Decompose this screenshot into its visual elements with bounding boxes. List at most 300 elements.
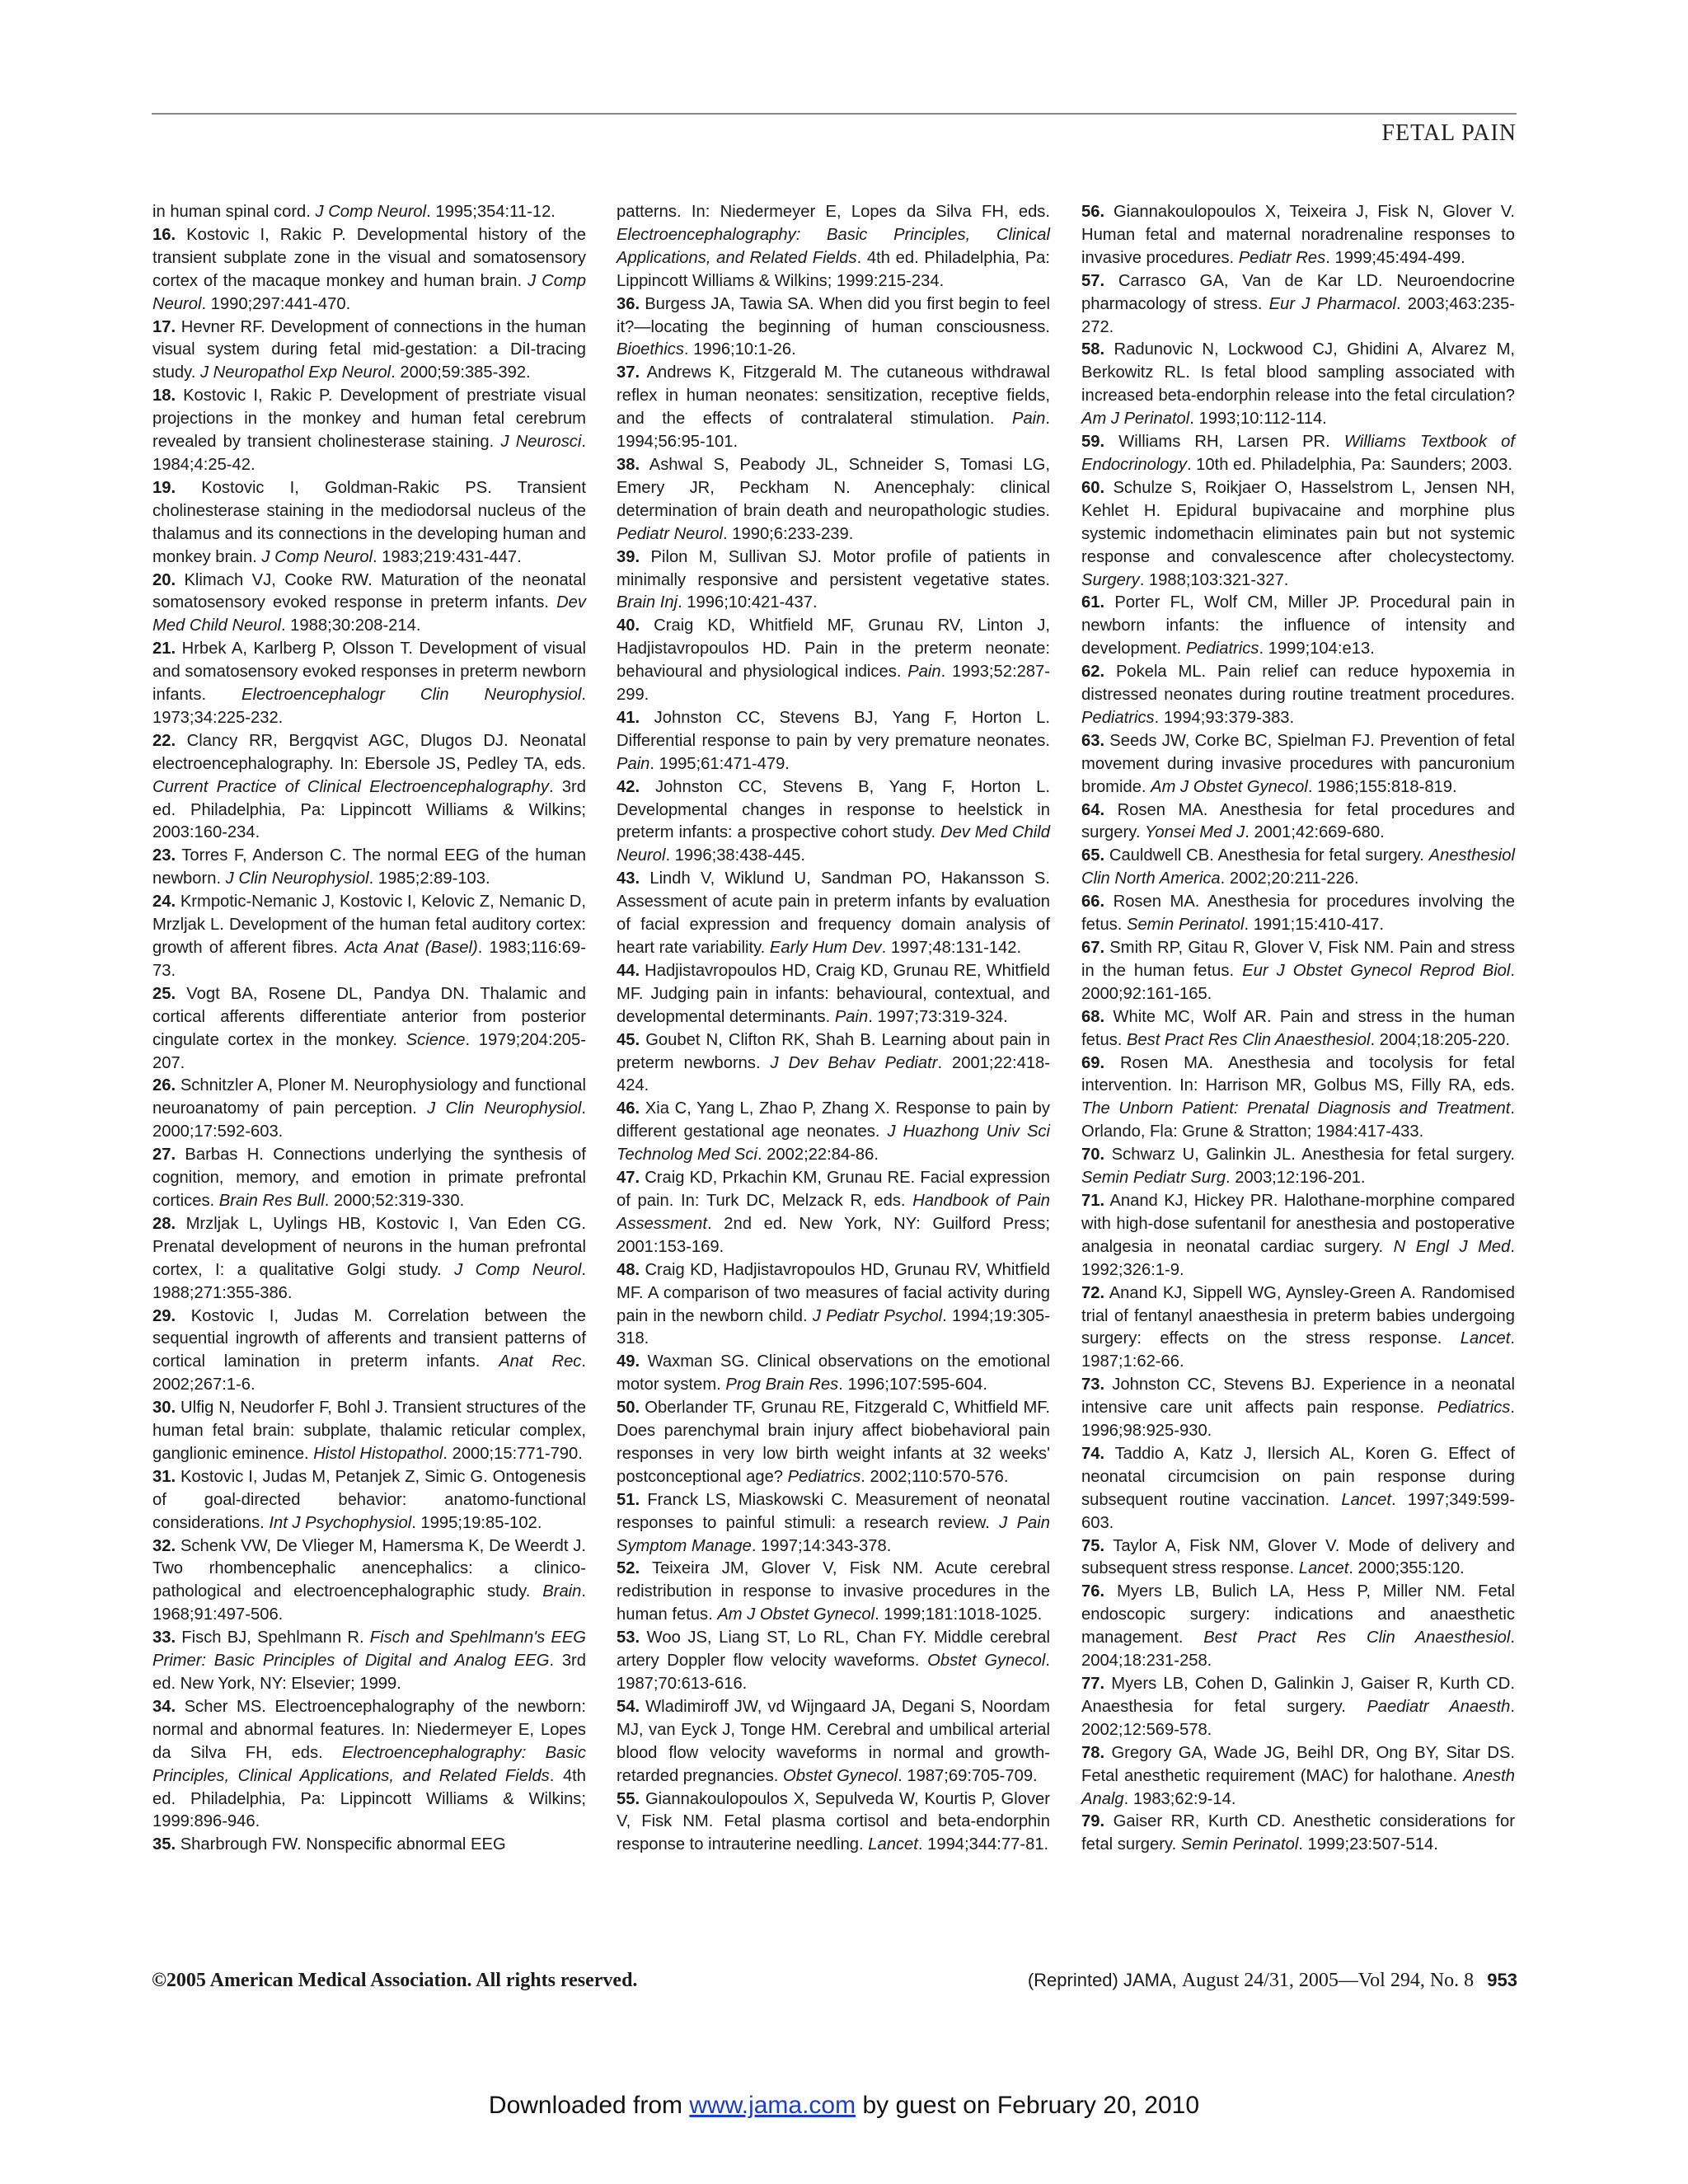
reference-journal: Eur J Obstet Gynecol Reprod Biol (1242, 961, 1511, 980)
reference-entry (617, 362, 1050, 454)
reference-journal: Electroencephalography: Basic Principles, Clinical Applications, and Related Fields (152, 1743, 586, 1785)
reference-entry (152, 730, 586, 846)
reference-number: 77. (1081, 1675, 1105, 1693)
reference-entry (617, 1029, 1050, 1099)
reference-text: Klimach VJ, Cooke RW. Maturation of the neonatal somatosensory evoked response in preterm infants. (152, 570, 586, 612)
reference-number: 72. (1081, 1283, 1105, 1302)
reference-journal: Histol Histopathol (313, 1444, 443, 1463)
copyright-notice: ©2005 American Medical Association. All rights reserved. (152, 1970, 638, 1991)
reference-entry (152, 316, 586, 386)
reference-citation: . 2000;92:161-165. (1081, 961, 1516, 1003)
reference-entry (617, 1167, 1050, 1259)
reference-number: 67. (1081, 939, 1105, 957)
reference-citation: . 2000;15:771-790. (443, 1444, 583, 1463)
reference-citation: . 10th ed. Philadelphia, Pa: Saunders; 2003. (1186, 455, 1513, 474)
reference-text: Craig KD, Hadjistavropoulos HD, Grunau RV, Whitfield MF. A comparison of two measures of facial activity during pain in the newborn child. (617, 1260, 1050, 1325)
reference-entry (617, 1351, 1050, 1397)
reference-text: Teixeira JM, Glover V, Fisk NM. Acute cerebral redistribution in response to invasive procedures in the human fetus. (617, 1559, 1051, 1624)
reference-entry (152, 1696, 586, 1834)
reference-text: Andrews K, Fitzgerald M. The cutaneous withdrawal reflex in human neonates: sensitization, receptive fields, and the effects of contralateral stimulation. (617, 363, 1050, 429)
reference-journal: J Comp Neurol (152, 271, 586, 313)
reference-journal: J Comp Neurol (315, 203, 427, 221)
reference-text: patterns. In: Niedermeyer E, Lopes da Silva FH, eds. (617, 203, 1050, 221)
reference-number: 35. (152, 1835, 176, 1854)
reference-number: 76. (1081, 1582, 1105, 1601)
reference-number: 68. (1081, 1007, 1105, 1026)
reference-number: 19. (152, 478, 176, 497)
reference-number: 65. (1081, 846, 1105, 865)
reference-citation: . 2003;463:235-272. (1081, 294, 1515, 336)
reference-citation: . 1994;19:305-318. (617, 1306, 1050, 1348)
page-number: 953 (1487, 1970, 1517, 1990)
reference-entry (1081, 799, 1515, 846)
reference-entry (617, 454, 1050, 546)
reference-text: Smith RP, Gitau R, Glover V, Fisk NM. Pain and stress in the human fetus. (1081, 939, 1515, 980)
reference-number: 50. (617, 1399, 640, 1418)
reference-text: Waxman SG. Clinical observations on the emotional motor system. (617, 1352, 1051, 1394)
reference-entry (617, 1788, 1050, 1858)
reference-journal: Am J Obstet Gynecol (1151, 777, 1308, 796)
reference-text: Carrasco GA, Van de Kar LD. Neuroendocrine pharmacology of stress. (1081, 271, 1515, 313)
reference-citation: . 4th ed. Philadelphia, Pa: Lippincott Williams & Wilkins; 1999:896-946. (152, 1766, 587, 1831)
reference-journal: Prog Brain Res (725, 1376, 839, 1394)
reference-number: 69. (1081, 1053, 1105, 1072)
reference-citation: . 2000;52:319-330. (324, 1191, 465, 1210)
reference-text: Ashwal S, Peabody JL, Schneider S, Tomasi LG, Emery JR, Peckham N. Anencephaly: clinical determination of brain death and neuropathologic studies. (617, 455, 1050, 520)
reference-journal: Pain (617, 754, 650, 773)
reference-citation: . 1999;181:1018-1025. (874, 1605, 1043, 1624)
reference-text: Rosen MA. Anesthesia and tocolysis for fetal intervention. In: Harrison MR, Golbus MS, Filly RA, eds. (1081, 1053, 1515, 1095)
reference-journal: J Dev Behav Pediatr (770, 1053, 938, 1072)
reference-journal: J Neurosci (500, 433, 582, 452)
reference-journal: Best Pract Res Clin Anaesthesiol (1203, 1629, 1511, 1647)
reference-citation: . 1996;107:595-604. (838, 1376, 987, 1394)
reference-text: Pokela ML. Pain relief can reduce hypoxemia in distressed neonates during routine treatment procedures. (1081, 663, 1516, 705)
reference-citation: . 1999;45:494-499. (1325, 248, 1465, 267)
reference-text: Johnston CC, Stevens B, Yang F, Horton L. Developmental changes in response to heelstick in preterm infants: a prospective cohort study. (617, 777, 1051, 842)
reference-number: 32. (152, 1536, 176, 1555)
reference-citation: . 2000;355:120. (1348, 1559, 1465, 1578)
reference-entry (152, 983, 586, 1076)
reference-journal: Lancet (1341, 1490, 1391, 1509)
reference-text: Cauldwell CB. Anesthesia for fetal surgery. (1109, 846, 1429, 865)
reference-citation: . 2004;18:231-258. (1081, 1629, 1515, 1671)
reference-citation: . 1997;349:599-603. (1081, 1490, 1515, 1532)
reference-text: Hrbek A, Karlberg P, Olsson T. Development of visual and somatosensory evoked responses in preterm newborn infants. (152, 640, 586, 705)
reference-text: Lindh V, Wiklund U, Sandman PO, Hakansson S. Assessment of acute pain in preterm infants by evaluation of facial expression and frequency domain analysis of heart rate variability. (617, 869, 1050, 957)
reference-entry (1081, 477, 1515, 593)
reference-text: in human spinal cord. (152, 203, 316, 221)
reference-citation: . 1988;30:208-214. (280, 616, 421, 635)
reference-citation: . 1973;34:225-232. (152, 686, 586, 727)
reference-text: Radunovic N, Lockwood CJ, Ghidini A, Alvarez M, Berkowitz RL. Is fetal blood sampling associated with increased beta-endorphin release into the fetal circulation? (1081, 340, 1515, 405)
reference-entry (617, 1627, 1050, 1696)
reference-number: 30. (152, 1399, 176, 1418)
reference-journal: Pediatrics (787, 1467, 861, 1486)
reference-number: 60. (1081, 478, 1105, 497)
reference-journal: Semin Pediatr Surg (1081, 1169, 1226, 1188)
reference-journal: J Pain Symptom Manage (617, 1513, 1050, 1555)
reference-journal: Pediatrics (1081, 708, 1155, 727)
reference-citation: . Orlando, Fla: Grune & Stratton; 1984:417-433. (1081, 1099, 1515, 1141)
reference-entry (617, 707, 1050, 776)
reference-number: 33. (152, 1629, 176, 1647)
reference-citation: . 3rd ed. Philadelphia, Pa: Lippincott Williams & Wilkins; 2003:160-234. (152, 777, 586, 842)
reference-citation: . 1968;91:497-506. (152, 1582, 586, 1624)
reference-number: 71. (1081, 1191, 1105, 1210)
reference-number: 25. (152, 984, 176, 1003)
reference-entry (1081, 592, 1515, 661)
reference-number: 53. (617, 1629, 640, 1647)
references-column-3 (1081, 201, 1515, 1857)
reference-number: 42. (617, 777, 640, 796)
reference-number: 39. (617, 547, 640, 566)
reference-journal: Int J Psychophysiol (269, 1513, 412, 1532)
reference-text: Kostovic I, Goldman-Rakic PS. Transient cholinesterase staining in the mediodorsal nucleus of the thalamus and its connections in the developing human and monkey brain. (152, 478, 587, 566)
reference-journal: Pain (1011, 410, 1046, 429)
reference-entry (152, 1075, 586, 1144)
reference-number: 55. (617, 1789, 640, 1808)
reference-number: 78. (1081, 1743, 1105, 1762)
reference-citation: . 2004;18:205-220. (1370, 1030, 1510, 1049)
reference-text: Porter FL, Wolf CM, Miller JP. Procedural pain in newborn infants: the influence of intensity and development. (1081, 593, 1515, 658)
reference-journal: Pain (907, 663, 941, 682)
reference-citation: . 1983;116:69-73. (152, 939, 586, 980)
reference-text: Anand KJ, Sippell WG, Aynsley-Green A. Randomised trial of fentanyl anaesthesia in preterm babies undergoing surgery: effects on the stress response. (1081, 1283, 1516, 1348)
reference-text: White MC, Wolf AR. Pain and stress in the human fetus. (1081, 1007, 1516, 1049)
reference-citation: . 1988;103:321-327. (1139, 570, 1289, 589)
reference-citation: . 1993;52:287-299. (617, 663, 1050, 705)
reference-journal: Lancet (868, 1835, 918, 1854)
reference-citation: . 1987;69:705-709. (898, 1766, 1038, 1785)
reference-number: 18. (152, 387, 176, 405)
reference-text: Torres F, Anderson C. The normal EEG of the human newborn. (152, 846, 586, 888)
reference-number: 17. (152, 317, 176, 336)
reference-text: Myers LB, Cohen D, Galinkin J, Gaiser R, Kurth CD. Anaesthesia for fetal surgery. (1081, 1675, 1515, 1716)
reference-entry (1081, 730, 1515, 799)
reference-number: 43. (617, 869, 640, 888)
reference-number: 48. (617, 1260, 640, 1279)
reference-citation: . 1996;10:421-437. (678, 593, 818, 612)
reference-text: Taylor A, Fisk NM, Glover V. Mode of delivery and subsequent stress response. (1081, 1536, 1515, 1578)
reference-journal: Williams Textbook of Endocrinology (1081, 433, 1515, 474)
reference-entry (1081, 1535, 1515, 1582)
reference-text: Hevner RF. Development of connections in the human visual system during fetal mid-gestation: a DiI-tracing study. (152, 317, 586, 382)
reference-text: Oberlander TF, Grunau RE, Fitzgerald C, Whitfield MF. Does parenchymal brain injury affect biobehavioral pain responses in very low birth weight infants at 32 weeks' postconceptional age? (617, 1399, 1051, 1486)
reference-text: Schwarz U, Galinkin JL. Anesthesia for fetal surgery. (1111, 1146, 1515, 1165)
reference-number: 36. (617, 294, 640, 313)
reference-journal: Lancet (1298, 1559, 1349, 1578)
reference-journal: Electroencephalography: Basic Principles, Clinical Applications, and Related Fields (617, 225, 1050, 267)
reference-number: 37. (617, 363, 640, 382)
download-notice (0, 2092, 1688, 2120)
reference-text: Gregory GA, Wade JG, Beihl DR, Ong BY, Sitar DS. Fetal anesthetic requirement (MAC) for halothane. (1081, 1743, 1516, 1785)
reference-journal: Lancet (1460, 1329, 1511, 1348)
reference-entry (152, 1627, 586, 1696)
reference-citation: . 2002;20:211-226. (1220, 869, 1359, 888)
reference-entry (617, 868, 1050, 960)
reference-number: 79. (1081, 1812, 1105, 1831)
reference-journal: Brain Res Bull (218, 1191, 325, 1210)
reference-journal: Early Hum Dev (769, 939, 882, 957)
reference-citation: . 1994;93:379-383. (1154, 708, 1295, 727)
reference-number: 57. (1081, 271, 1105, 290)
reference-citation: . 2nd ed. New York, NY: Guilford Press; 2001:153-169. (617, 1214, 1050, 1256)
running-header: FETAL PAIN (1381, 120, 1517, 146)
reference-entry (1081, 1443, 1515, 1535)
reference-citation: . 1995;354:11-12. (426, 203, 556, 221)
reference-citation: . 1984;4:25-42. (152, 433, 586, 474)
reference-entry (152, 638, 586, 730)
reference-citation: . 1996;10:1-26. (683, 340, 796, 359)
reference-journal: Pediatr Res (1238, 248, 1326, 267)
reference-citation: . 1979;204:205-207. (152, 1030, 586, 1072)
reference-text: Gaiser RR, Kurth CD. Anesthetic considerations for fetal surgery. (1081, 1812, 1515, 1854)
reference-number: 24. (152, 893, 176, 912)
reference-citation: . 1997;73:319-324. (868, 1007, 1008, 1026)
reference-number: 47. (617, 1169, 640, 1188)
reference-entry (1081, 1282, 1515, 1375)
reference-entry (1081, 1144, 1515, 1190)
reference-number: 52. (617, 1559, 640, 1578)
reference-text: Barbas H. Connections underlying the synthesis of cognition, memory, and emotion in primate prefrontal cortices. (152, 1146, 587, 1210)
reference-entry (1081, 1374, 1515, 1443)
reference-entry (617, 1098, 1050, 1167)
reference-citation: . 2001;22:418-424. (617, 1053, 1050, 1095)
reference-citation: . 1987;1:62-66. (1081, 1329, 1515, 1371)
reference-journal: Current Practice of Clinical Electroencephalography (152, 777, 549, 796)
reference-entry (152, 1397, 586, 1466)
reference-journal: Bioethics (617, 340, 684, 359)
reference-number: 64. (1081, 800, 1105, 819)
reference-text: Ulfig N, Neudorfer F, Bohl J. Transient structures of the human fetal brain: subplate, thalamic reticular complex, ganglionic eminence. (152, 1399, 586, 1463)
reference-journal: Anesthesiol Clin North America (1081, 846, 1515, 888)
reference-journal: Handbook of Pain Assessment (617, 1191, 1050, 1233)
reference-citation: . 2000;59:385-392. (391, 363, 531, 382)
reference-number: 21. (152, 640, 176, 658)
reference-entry (617, 1558, 1050, 1627)
reference-number: 34. (152, 1697, 176, 1716)
reference-journal: Obstet Gynecol (927, 1652, 1046, 1671)
reference-journal: Paediatr Anaesth (1367, 1697, 1511, 1716)
reference-journal: Am J Perinatol (1081, 410, 1190, 429)
reference-citation: . 1992;326:1-9. (1081, 1237, 1515, 1279)
reference-text: Johnston CC, Stevens BJ. Experience in a neonatal intensive care unit affects pain response. (1081, 1376, 1515, 1418)
reference-citation: . 1996;38:438-445. (665, 846, 805, 865)
reference-journal: Pain (834, 1007, 869, 1026)
reference-citation: . 2002;110:570-576. (860, 1467, 1009, 1486)
reference-journal: Dev Med Child Neurol (152, 593, 586, 635)
reference-entry (152, 1834, 586, 1857)
reference-entry (152, 1535, 586, 1628)
reference-citation: . 1994;56:95-101. (617, 410, 1050, 452)
reference-entry (617, 293, 1050, 363)
reference-journal: Pediatr Neurol (617, 524, 724, 543)
download-prefix: Downloaded from (488, 2092, 690, 2119)
reference-citation: . 1995;19:85-102. (411, 1513, 542, 1532)
reference-journal: Surgery (1081, 570, 1140, 589)
reference-number: 49. (617, 1352, 640, 1371)
reference-number: 66. (1081, 893, 1105, 912)
reference-number: 63. (1081, 731, 1105, 750)
reference-entry (152, 1466, 586, 1535)
reference-citation: . 2002;12:569-578. (1081, 1697, 1515, 1739)
reference-entry (1081, 1581, 1515, 1673)
reference-entry (1081, 1673, 1515, 1742)
reference-citation: . 2002;267:1-6. (152, 1352, 586, 1394)
reference-number: 51. (617, 1490, 640, 1509)
reference-text: Schnitzler A, Ploner M. Neurophysiology and functional neuroanatomy of pain perception. (152, 1076, 587, 1118)
reference-number: 58. (1081, 340, 1105, 359)
reference-entry (152, 224, 586, 316)
reference-entry (1081, 431, 1515, 477)
reference-journal: Am J Obstet Gynecol (717, 1605, 875, 1624)
reference-entry (152, 385, 586, 477)
reference-entry (1081, 1742, 1515, 1811)
reference-journal: Obstet Gynecol (783, 1766, 898, 1785)
reference-number: 73. (1081, 1376, 1105, 1394)
reference-text: Goubet N, Clifton RK, Shah B. Learning about pain in preterm newborns. (617, 1030, 1051, 1072)
reference-text: Seeds JW, Corke BC, Spielman FJ. Prevention of fetal movement during invasive procedures with pancuronium bromide. (1081, 731, 1515, 796)
reference-text: Xia C, Yang L, Zhao P, Zhang X. Response to pain by different gestational age neonates. (617, 1099, 1050, 1141)
reference-journal: J Neuropathol Exp Neurol (199, 363, 392, 382)
reference-entry (152, 477, 586, 569)
reference-number: 61. (1081, 593, 1105, 612)
reference-citation: . 1994;344:77-81. (917, 1835, 1049, 1854)
reference-entry (617, 1397, 1050, 1489)
reference-entry (1081, 661, 1515, 730)
reference-text: Craig KD, Whitfield MF, Grunau RV, Linton J, Hadjistavropoulos HD. Pain in the preterm neonate: behavioural and physiological indices. (617, 616, 1050, 682)
reference-text: Kostovic I, Judas M, Petanjek Z, Simic G. Ontogenesis of goal-directed behavior: anatomo-functional considerations. (152, 1467, 587, 1532)
reference-entry (1081, 1052, 1515, 1145)
reference-text: Craig KD, Prkachin KM, Grunau RE. Facial expression of pain. In: Turk DC, Melzack R, eds. (617, 1169, 1050, 1210)
reference-journal: J Pediatr Psychol (812, 1306, 943, 1325)
header-rule (152, 113, 1517, 115)
jama-link[interactable]: www.jama.com (689, 2092, 856, 2119)
reference-number: 75. (1081, 1536, 1105, 1555)
reference-citation: . 1997;48:131-142. (881, 939, 1022, 957)
reference-journal: Brain (542, 1582, 582, 1601)
reference-text: Wladimiroff JW, vd Wijngaard JA, Degani S, Noordam MJ, van Eyck J, Tonge HM. Cerebral and umbilical arterial blood flow velocity waveforms in normal and growth-retarded pregnancies. (617, 1697, 1050, 1785)
reference-entry (1081, 1811, 1515, 1857)
reference-journal: Anesth Analg (1081, 1766, 1515, 1808)
reference-citation: . 1985;2:89-103. (368, 869, 490, 888)
reference-text: Schenk VW, De Vlieger M, Hamersma K, De Weerdt J. Two rhombencephalic anencephalics: a clinico-pathological and electroencephalographic study. (152, 1536, 586, 1601)
reference-entry (1081, 845, 1515, 891)
reference-number: 31. (152, 1467, 176, 1486)
reference-journal: Fisch and Spehlmann's EEG Primer: Basic Principles of Digital and Analog EEG (152, 1629, 587, 1671)
reference-entry (1081, 339, 1515, 431)
reference-text: Anand KJ, Hickey PR. Halothane-morphine compared with high-dose sufentanil for anesthesia and postoperative analgesia in neonatal cardiac surgery. (1081, 1191, 1516, 1256)
reference-number: 27. (152, 1146, 176, 1165)
reference-number: 16. (152, 225, 176, 244)
reference-citation: . 2003;12:196-201. (1226, 1169, 1366, 1188)
reference-text: Mrzljak L, Uylings HB, Kostovic I, Van Eden CG. Prenatal development of neurons in the human prefrontal cortex, I: a qualitative Golgi study. (152, 1214, 586, 1279)
reference-journal: Brain Inj (617, 593, 678, 612)
reference-citation: . 1991;15:410-417. (1244, 916, 1384, 935)
reference-entry (1081, 270, 1515, 340)
reference-text: Giannakoulopoulos X, Sepulveda W, Kourtis P, Glover V, Fisk NM. Fetal plasma cortisol and beta-endorphin response to intrauterine needling. (617, 1789, 1050, 1854)
reference-journal: J Comp Neurol (454, 1260, 582, 1279)
reference-citation: . 1990;297:441-470. (201, 294, 351, 313)
reference-text: Kostovic I, Rakic P. Developmental history of the transient subplate zone in the visual and somatosensory cortex of the macaque monkey and human brain. (152, 225, 586, 290)
reference-entry (1081, 1006, 1515, 1052)
reference-citation: . 3rd ed. New York, NY: Elsevier; 1999. (152, 1652, 586, 1693)
reference-number: 26. (152, 1076, 176, 1095)
reference-number: 74. (1081, 1444, 1105, 1463)
reference-citation: . 1999;104:e13. (1259, 640, 1375, 658)
reference-text: Schulze S, Roikjaer O, Hasselstrom L, Jensen NH, Kehlet H. Epidural bupivacaine and morphine plus systemic indomethacin eliminates pain but not systemic response and convalescence after cholecystectomy. (1081, 478, 1516, 566)
reference-citation: . 1983;219:431-447. (373, 547, 522, 566)
reference-number: 29. (152, 1306, 176, 1325)
reference-text: Rosen MA. Anesthesia for procedures involving the fetus. (1081, 893, 1516, 935)
journal-footer (1028, 1970, 1517, 1992)
reference-journal: J Clin Neurophysiol (427, 1099, 582, 1118)
reference-number: 59. (1081, 433, 1105, 452)
reference-entry (152, 569, 586, 639)
reference-text: Rosen MA. Anesthesia for fetal procedures and surgery. (1081, 800, 1516, 842)
reference-text: Giannakoulopoulos X, Teixeira J, Fisk N, Glover V. Human fetal and maternal noradrenaline responses to invasive procedures. (1081, 203, 1515, 267)
reference-number: 56. (1081, 203, 1105, 221)
reference-text: Scher MS. Electroencephalography of the newborn: normal and abnormal features. In: Niedermeyer E, Lopes da Silva FH, eds. (152, 1697, 587, 1762)
reference-number: 22. (152, 731, 176, 750)
reference-text: Vogt BA, Rosene DL, Pandya DN. Thalamic and cortical afferents differentiate anterior from posterior cingulate cortex in the monkey. (152, 984, 587, 1049)
reference-journal: Anat Rec (499, 1352, 582, 1371)
reference-journal: Semin Perinatol (1126, 916, 1245, 935)
reference-citation: . 1990;6:233-239. (723, 524, 854, 543)
reference-journal: J Comp Neurol (261, 547, 373, 566)
reference-text: Williams RH, Larsen PR. (1118, 433, 1344, 452)
reference-citation: . 4th ed. Philadelphia, Pa: Lippincott Williams & Wilkins; 1999:215-234. (617, 248, 1050, 290)
reference-number: 40. (617, 616, 640, 635)
reference-journal: Electroencephalogr Clin Neurophysiol (241, 686, 582, 705)
reference-text: Taddio A, Katz J, Ilersich AL, Koren G. Effect of neonatal circumcision on pain response during subsequent routine vaccination. (1081, 1444, 1516, 1509)
references-column-2 (617, 201, 1050, 1857)
reference-entry (152, 1305, 586, 1398)
reference-journal: Eur J Pharmacol (1268, 294, 1396, 313)
reference-text: Johnston CC, Stevens BJ, Yang F, Horton L. Differential response to pain by very premature neonates. (617, 708, 1051, 750)
reference-entry (617, 1259, 1050, 1352)
reference-text: Fisch BJ, Spehlmann R. (181, 1629, 370, 1647)
reference-journal: Dev Med Child Neurol (617, 823, 1050, 865)
reference-number: 28. (152, 1214, 176, 1233)
reference-text: Krmpotic-Nemanic J, Kostovic I, Kelovic Z, Nemanic D, Mrzljak L. Development of the human fetal auditory cortex: growth of afferent fibres. (152, 893, 586, 957)
reference-number: 41. (617, 708, 640, 727)
reference-journal: Science (406, 1030, 466, 1049)
reference-entry (152, 201, 586, 224)
reference-entry (152, 1144, 586, 1213)
reference-entry (1081, 201, 1515, 270)
reference-citation: . 1987;70:613-616. (617, 1652, 1050, 1693)
reference-citation: . 2001;42:669-680. (1245, 823, 1385, 842)
reference-entry (1081, 891, 1515, 937)
reference-entry (617, 201, 1050, 293)
reference-journal: Acta Anat (Basel) (345, 939, 478, 957)
reference-citation: . 1988;271:355-386. (152, 1260, 586, 1302)
reference-journal: The Unborn Patient: Prenatal Diagnosis and Treatment (1081, 1099, 1511, 1118)
reference-text: Clancy RR, Bergqvist AGC, Dlugos DJ. Neonatal electroencephalography. In: Ebersole JS, Pedley TA, eds. (152, 731, 586, 773)
reprinted-label: (Reprinted) JAMA, (1027, 1970, 1177, 1990)
reference-entry (617, 776, 1050, 869)
download-suffix: by guest on February 20, 2010 (856, 2092, 1200, 2119)
reference-entry (617, 615, 1050, 707)
reference-citation: . 1996;98:925-930. (1081, 1399, 1515, 1441)
reference-journal: Pediatrics (1185, 640, 1259, 658)
reference-text: Burgess JA, Tawia SA. When did you first begin to feel it?—locating the beginning of human consciousness. (617, 294, 1051, 336)
reference-entry (152, 891, 586, 983)
reference-journal: J Huazhong Univ Sci Technolog Med Sci (617, 1122, 1050, 1165)
reference-journal: Pediatrics (1437, 1399, 1511, 1418)
